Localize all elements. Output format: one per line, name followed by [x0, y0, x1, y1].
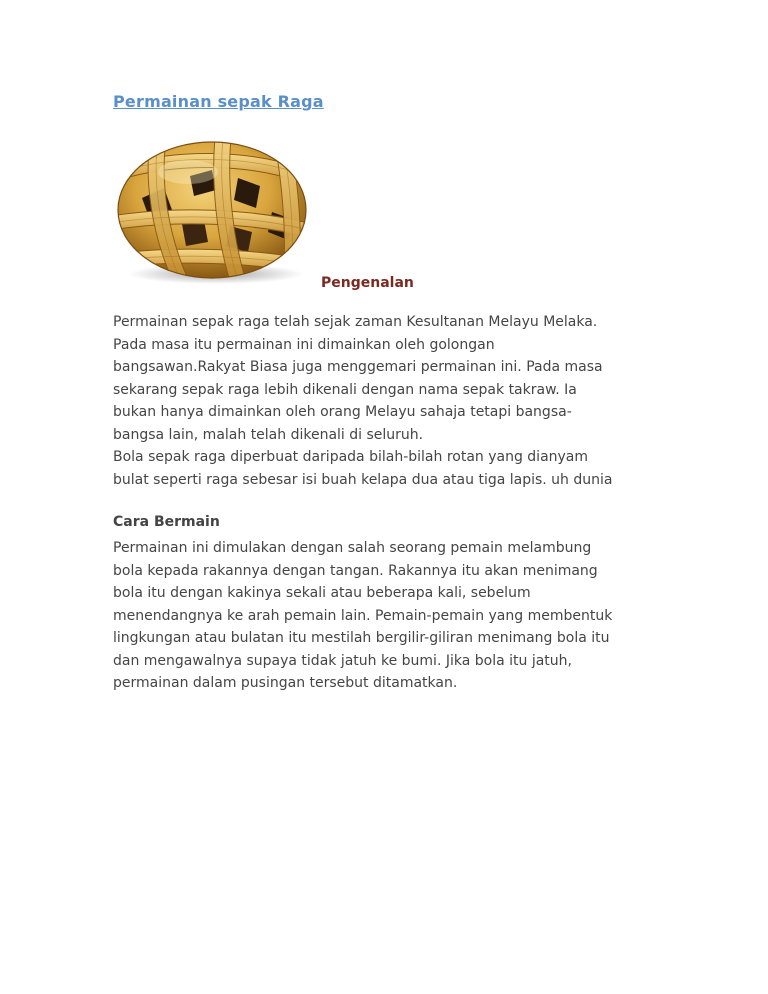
- paragraph-line: sekarang sepak raga lebih dikenali dengan nama sepak takraw. Ia: [113, 381, 577, 398]
- paragraph-line: menendangnya ke arah pemain lain. Pemain-pemain yang membentuk: [113, 607, 613, 624]
- paragraph-line: Permainan ini dimulakan dengan salah seorang pemain melambung: [113, 540, 592, 556]
- paragraph-line: Pada masa itu permainan ini dimainkan oleh golongan: [113, 336, 495, 353]
- rattan-ball-icon: [112, 128, 316, 288]
- paragraph-line: bukan hanya dimainkan oleh orang Melayu sahaja tetapi bangsa-: [113, 404, 572, 420]
- paragraph-line: bangsa lain, malah telah dikenali di seluruh.: [113, 426, 424, 443]
- paragraph-line: bangsawan.Rakyat Biasa juga menggemari permainan ini. Pada masa: [113, 359, 603, 375]
- paragraph-line: dan mengawalnya supaya tidak jatuh ke bumi. Jika bola itu jatuh,: [113, 652, 572, 669]
- paragraph-line: permainan dalam pusingan tersebut ditamatkan.: [113, 675, 458, 691]
- document-title-link[interactable]: Permainan sepak Raga: [113, 92, 324, 111]
- paragraph-line: bulat seperti raga sebesar isi buah kelapa dua atau tiga lapis. uh dunia: [113, 471, 613, 488]
- paragraph-line: lingkungan atau bulatan itu mestilah bergilir-giliran menimang bola itu: [113, 630, 610, 646]
- intro-paragraph: [113, 311, 673, 491]
- paragraph-line: Permainan sepak raga telah sejak zaman Kesultanan Melayu Melaka.: [113, 314, 598, 330]
- body-paragraph: [113, 537, 673, 695]
- section-heading: Cara Bermain: [113, 514, 220, 530]
- paragraph-line: bola kepada rakannya dengan tangan. Rakannya itu akan menimang: [113, 562, 598, 579]
- rattan-ball-image: [112, 128, 316, 288]
- section-subtitle: Pengenalan: [321, 275, 414, 291]
- paragraph-line: Bola sepak raga diperbuat daripada bilah-bilah rotan yang dianyam: [113, 449, 589, 465]
- paragraph-line: bola itu dengan kakinya sekali atau beberapa kali, sebelum: [113, 585, 531, 601]
